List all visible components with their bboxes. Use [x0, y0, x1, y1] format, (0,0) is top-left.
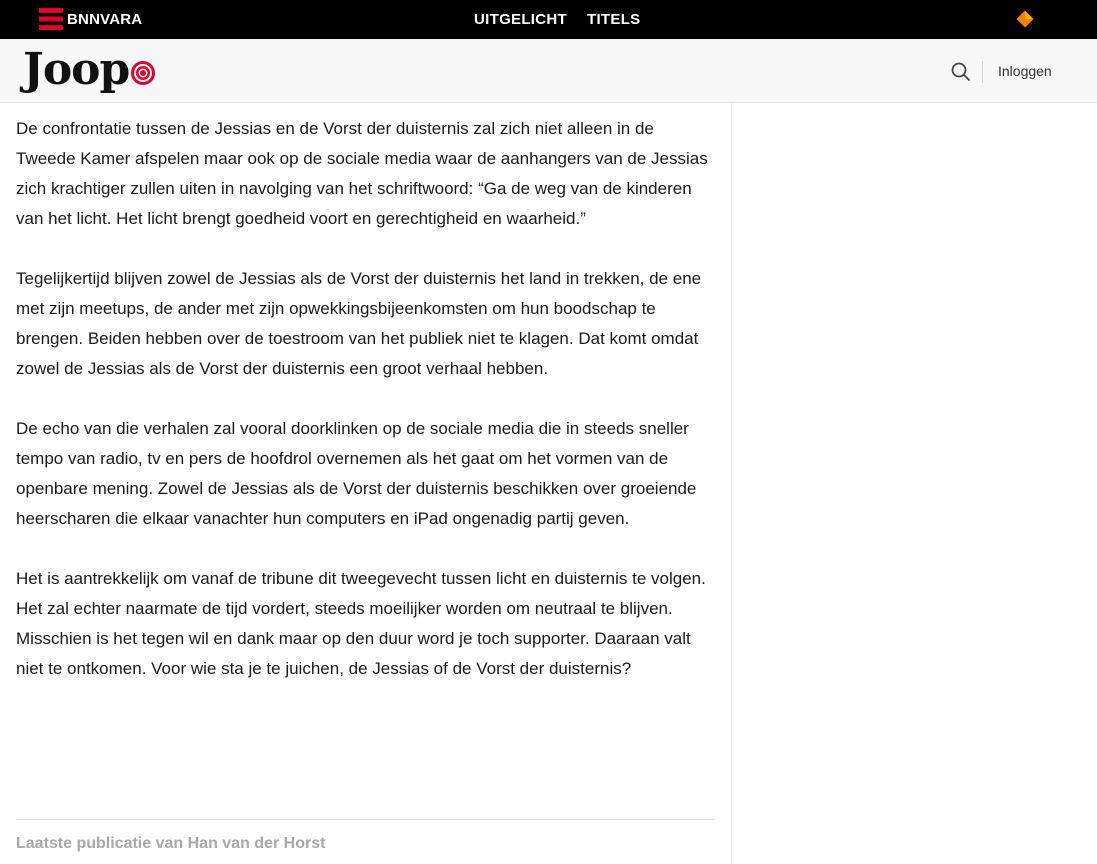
npo-diamond-icon[interactable] [1016, 10, 1034, 28]
site-header [0, 39, 1097, 103]
article-paragraph: Het is aantrekkelijk om vanaf de tribune dit tweegevecht tussen licht en duisternis te volgen. Het zal echter naarmate de tijd vordert, steeds moeilijker worden om neutraal te blijven. Misschien is het tegen wil en dank maar op den duur word je toch supporter. Daaraan valt niet te ontkomen. Voor wie sta je te juichen, de Jessias of de Vorst der duisternis? [16, 569, 706, 678]
target-icon [130, 60, 156, 86]
section-divider [16, 819, 715, 820]
logo-text: Joop [23, 44, 130, 95]
nav-titels[interactable]: TITELS [587, 11, 641, 28]
header-divider [982, 61, 983, 83]
nav-uitgelicht[interactable]: UITGELICHT [474, 11, 567, 28]
latest-publication-heading: Laatste publicatie van Han van der Horst [16, 835, 326, 852]
sidebar-border [731, 103, 732, 864]
brand-name: BNNVARA [67, 10, 143, 28]
search-icon [950, 61, 972, 83]
top-bar [0, 0, 1097, 39]
login-link[interactable]: Inloggen [998, 63, 1052, 79]
bnnvara-stripes-icon [39, 7, 63, 31]
joop-logo[interactable] [23, 44, 156, 96]
top-nav [474, 0, 640, 39]
search-button[interactable] [950, 61, 972, 83]
article-paragraph: De echo van die verhalen zal vooral doorklinken op de sociale media die in steeds sneller tempo van radio, tv en pers de hoofdrol overnemen als het gaat om het vormen van de openbare mening. Zowel de Jessias als de Vorst der duisternis beschikken over groeiende heerscharen die elkaar vanachter hun computers en iPad ongenadig partij geven. [16, 419, 697, 528]
article-body [16, 103, 716, 714]
article-paragraph: Tegelijkertijd blijven zowel de Jessias als de Vorst der duisternis het land in trekken, de ene met zijn meetups, de ander met zijn opwekkingsbijeenkomsten om hun boodschap te brengen. Beiden hebben over de toestroom van het publiek niet te klagen. Dat komt omdat zowel de Jessias als de Vorst der duisternis een groot verhaal hebben. [16, 269, 702, 378]
bnnvara-logo[interactable] [39, 7, 142, 31]
article-paragraph: De confrontatie tussen de Jessias en de Vorst der duisternis zal zich niet alleen in de Tweede Kamer afspelen maar ook op de sociale media waar de aanhangers van de Jessias zich krachtiger zullen uiten in navolging van het schriftwoord: “Ga de weg van de kinderen van het licht. Het licht brengt goedheid voort en gerechtigheid en waarheid.” [16, 119, 708, 228]
